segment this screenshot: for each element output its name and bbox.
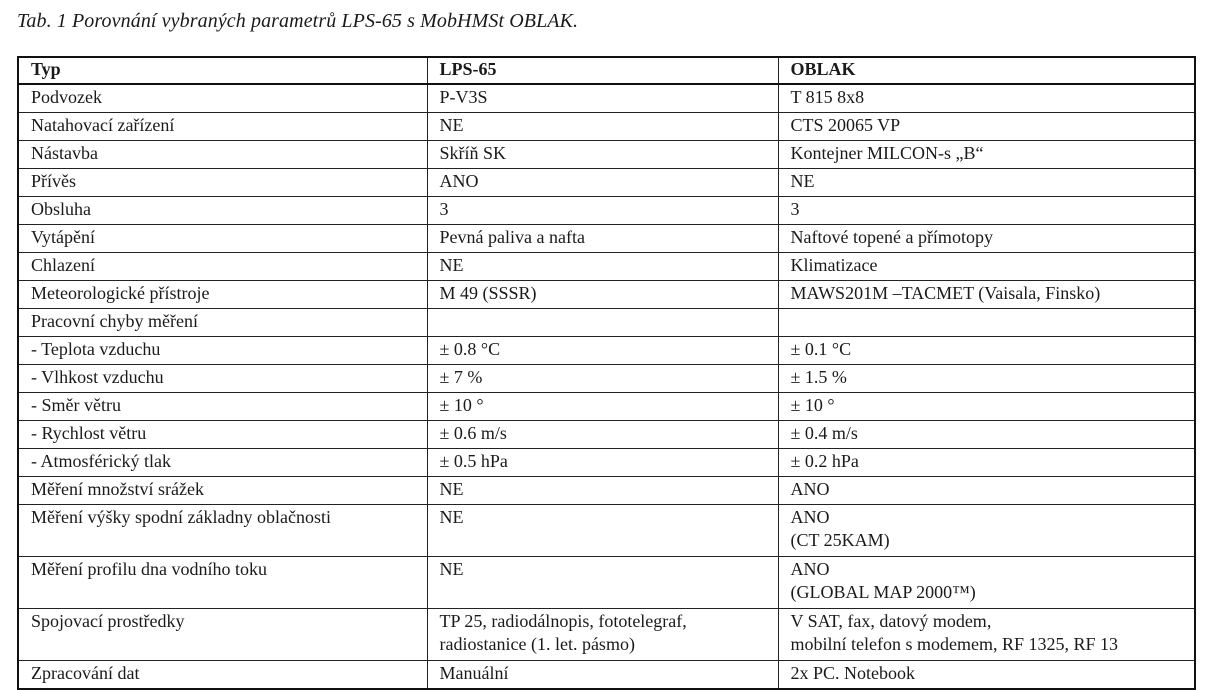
- oblak-value: ± 0.2 hPa: [790, 451, 859, 471]
- oblak-value-cell: [778, 449, 1195, 477]
- oblak-value-cell: [778, 393, 1195, 421]
- table-row: [18, 141, 1195, 169]
- lps-65-value-cell: [427, 505, 778, 557]
- row-label: Vytápění: [31, 227, 95, 247]
- table-row: [18, 393, 1195, 421]
- table-row: [18, 337, 1195, 365]
- table-body: [18, 84, 1195, 689]
- row-label: - Atmosférický tlak: [31, 451, 171, 471]
- lps-65-value-cell: [427, 557, 778, 609]
- table-header-row: [18, 57, 1195, 84]
- oblak-value: Klimatizace: [790, 255, 878, 275]
- oblak-value: ± 0.4 m/s: [790, 423, 858, 443]
- row-label-cell: [18, 197, 427, 225]
- table-row: [18, 197, 1195, 225]
- lps-65-value-cell: [427, 197, 778, 225]
- lps-65-value-cell: [427, 113, 778, 141]
- lps-65-value: ± 0.5 hPa: [439, 451, 508, 471]
- oblak-value: ± 10 °: [790, 395, 835, 415]
- lps-65-value: radiostanice (1. let. pásmo): [439, 634, 635, 654]
- oblak-value: T 815 8x8: [790, 87, 865, 107]
- row-label-cell: [18, 661, 427, 690]
- lps-65-value: M 49 (SSSR): [439, 283, 537, 303]
- oblak-value: ANO: [790, 507, 830, 527]
- row-label: Natahovací zařízení: [31, 115, 175, 135]
- lps-65-value: ± 10 °: [439, 395, 484, 415]
- lps-65-value: NE: [439, 115, 464, 135]
- header-typ: Typ: [18, 57, 427, 84]
- oblak-value-cell: [778, 661, 1195, 690]
- table-row: [18, 609, 1195, 661]
- lps-65-value: 3: [439, 199, 449, 219]
- row-label-cell: [18, 477, 427, 505]
- header-oblak: OBLAK: [778, 57, 1195, 84]
- lps-65-value: NE: [439, 479, 464, 499]
- comparison-table: [17, 56, 1196, 690]
- oblak-value-cell: [778, 141, 1195, 169]
- row-label: - Rychlost větru: [31, 423, 147, 443]
- lps-65-value: ± 7 %: [439, 367, 483, 387]
- oblak-value: 3: [790, 199, 800, 219]
- table-row: [18, 169, 1195, 197]
- lps-65-value: ± 0.6 m/s: [439, 423, 507, 443]
- row-label: Měření výšky spodní základny oblačnosti: [31, 507, 331, 527]
- row-label-cell: [18, 253, 427, 281]
- row-label: - Vlhkost vzduchu: [31, 367, 164, 387]
- table-row: [18, 84, 1195, 113]
- oblak-value-cell: [778, 557, 1195, 609]
- lps-65-value-cell: [427, 661, 778, 690]
- table-row: [18, 309, 1195, 337]
- oblak-value: (GLOBAL MAP 2000™): [790, 582, 976, 602]
- oblak-value: ANO: [790, 559, 830, 579]
- header-lps-65: LPS-65: [427, 57, 778, 84]
- table-row: [18, 225, 1195, 253]
- lps-65-value-cell: [427, 141, 778, 169]
- table-row: [18, 477, 1195, 505]
- lps-65-value: NE: [439, 507, 464, 527]
- row-label: - Směr větru: [31, 395, 121, 415]
- row-label-cell: [18, 421, 427, 449]
- lps-65-value-cell: [427, 365, 778, 393]
- lps-65-value-cell: [427, 309, 778, 337]
- lps-65-value: P-V3S: [439, 87, 488, 107]
- lps-65-value: TP 25, radiodálnopis, fototelegraf,: [439, 611, 687, 631]
- oblak-value: ANO: [790, 479, 830, 499]
- row-label-cell: [18, 169, 427, 197]
- row-label: Podvozek: [31, 87, 102, 107]
- oblak-value: ± 0.1 °C: [790, 339, 852, 359]
- oblak-value: CTS 20065 VP: [790, 115, 901, 135]
- table-caption: Tab. 1 Porovnání vybraných parametrů LPS-65 s MobHMSt OBLAK.: [17, 10, 579, 32]
- lps-65-value-cell: [427, 281, 778, 309]
- row-label: Meteorologické přístroje: [31, 283, 210, 303]
- row-label-cell: [18, 141, 427, 169]
- row-label: Chlazení: [31, 255, 95, 275]
- oblak-value: ± 1.5 %: [790, 367, 847, 387]
- lps-65-value-cell: [427, 337, 778, 365]
- table-row: [18, 365, 1195, 393]
- row-label-cell: [18, 365, 427, 393]
- row-label-cell: [18, 113, 427, 141]
- table-row: [18, 113, 1195, 141]
- lps-65-value-cell: [427, 609, 778, 661]
- row-label: - Teplota vzduchu: [31, 339, 161, 359]
- oblak-value-cell: [778, 253, 1195, 281]
- row-label: Nástavba: [31, 143, 98, 163]
- oblak-value-cell: [778, 421, 1195, 449]
- row-label: Měření množství srážek: [31, 479, 204, 499]
- row-label: Zpracování dat: [31, 663, 140, 683]
- oblak-value-cell: [778, 365, 1195, 393]
- table-row: [18, 421, 1195, 449]
- table-row: [18, 253, 1195, 281]
- oblak-value-cell: [778, 113, 1195, 141]
- lps-65-value-cell: [427, 393, 778, 421]
- table-row: [18, 661, 1195, 690]
- oblak-value-cell: [778, 309, 1195, 337]
- table-row: [18, 557, 1195, 609]
- lps-65-value-cell: [427, 84, 778, 113]
- oblak-value: Naftové topené a přímotopy: [790, 227, 993, 247]
- row-label-cell: [18, 84, 427, 113]
- oblak-value-cell: [778, 281, 1195, 309]
- lps-65-value: Manuální: [439, 663, 509, 683]
- oblak-value-cell: [778, 609, 1195, 661]
- lps-65-value: Skříň SK: [439, 143, 507, 163]
- oblak-value: mobilní telefon s modemem, RF 1325, RF 13: [790, 634, 1118, 654]
- lps-65-value-cell: [427, 169, 778, 197]
- oblak-value-cell: [778, 505, 1195, 557]
- lps-65-value-cell: [427, 225, 778, 253]
- row-label: Obsluha: [31, 199, 91, 219]
- row-label-cell: [18, 393, 427, 421]
- oblak-value: Kontejner MILCON-s „B“: [790, 143, 984, 163]
- oblak-value-cell: [778, 477, 1195, 505]
- oblak-value-cell: [778, 337, 1195, 365]
- oblak-value: (CT 25KAM): [790, 530, 890, 550]
- oblak-value-cell: [778, 84, 1195, 113]
- lps-65-value: ANO: [439, 171, 479, 191]
- oblak-value: MAWS201M –TACMET (Vaisala, Finsko): [790, 283, 1101, 303]
- lps-65-value-cell: [427, 421, 778, 449]
- oblak-value-cell: [778, 197, 1195, 225]
- lps-65-value: Pevná paliva a nafta: [439, 227, 585, 247]
- row-label: Přívěs: [31, 171, 76, 191]
- row-label: Pracovní chyby měření: [31, 311, 198, 331]
- table-row: [18, 281, 1195, 309]
- oblak-value-cell: [778, 169, 1195, 197]
- row-label-cell: [18, 337, 427, 365]
- oblak-value-cell: [778, 225, 1195, 253]
- lps-65-value: NE: [439, 255, 464, 275]
- lps-65-value-cell: [427, 477, 778, 505]
- lps-65-value: ± 0.8 °C: [439, 339, 501, 359]
- table-row: [18, 449, 1195, 477]
- lps-65-value-cell: [427, 253, 778, 281]
- row-label-cell: [18, 309, 427, 337]
- row-label-cell: [18, 281, 427, 309]
- row-label-cell: [18, 609, 427, 661]
- row-label-cell: [18, 225, 427, 253]
- row-label: Měření profilu dna vodního toku: [31, 559, 267, 579]
- row-label-cell: [18, 557, 427, 609]
- lps-65-value-cell: [427, 449, 778, 477]
- oblak-value: NE: [790, 171, 815, 191]
- oblak-value: V SAT, fax, datový modem,: [790, 611, 992, 631]
- oblak-value: 2x PC. Notebook: [790, 663, 916, 683]
- row-label: Spojovací prostředky: [31, 611, 185, 631]
- row-label-cell: [18, 505, 427, 557]
- table-row: [18, 505, 1195, 557]
- lps-65-value: NE: [439, 559, 464, 579]
- row-label-cell: [18, 449, 427, 477]
